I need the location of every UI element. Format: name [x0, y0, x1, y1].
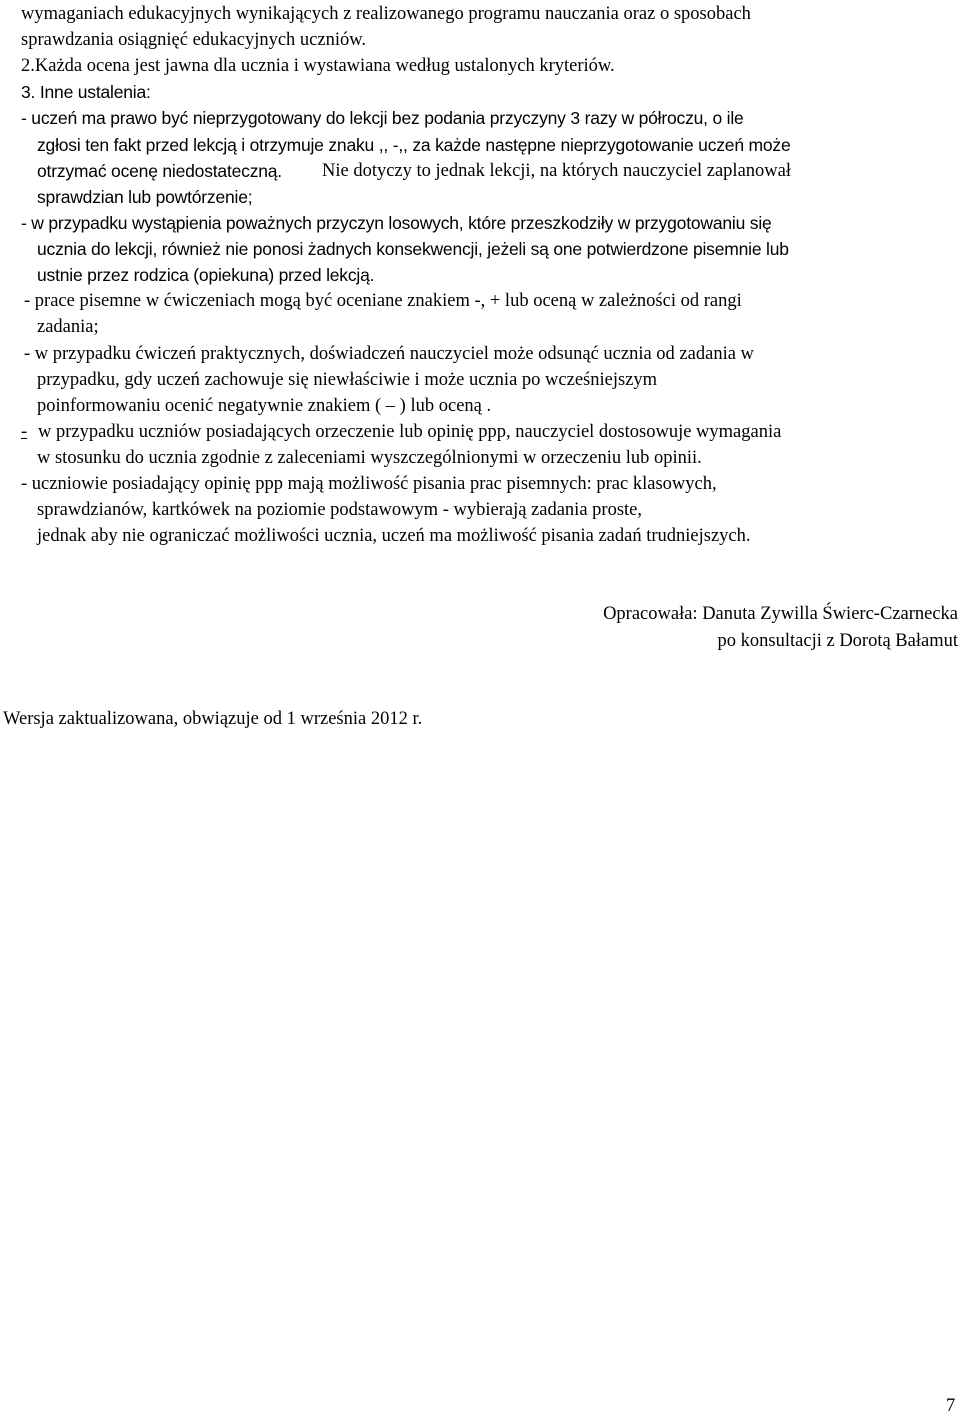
list-item: - w przypadku ćwiczeń praktycznych, doświadczeń nauczyciel może odsunąć ucznia od zadania w: [24, 344, 754, 364]
list-item: - prace pisemne w ćwiczeniach mogą być oceniane znakiem -, + lub oceną w zależności od rangi: [24, 291, 742, 311]
text-line: sprawdzania osiągnięć edukacyjnych uczniów.: [21, 30, 367, 50]
text-line: otrzymać ocenę niedostateczną.: [37, 161, 282, 181]
text-line: ucznia do lekcji, również nie ponosi żadnych konsekwencji, jeżeli są one potwierdzone pisemnie lub: [37, 239, 789, 259]
page-number: 7: [946, 1396, 956, 1416]
list-item: - uczniowie posiadający opinię ppp mają możliwość pisania prac pisemnych: prac klasowych,: [21, 474, 717, 494]
text-line: Nie dotyczy to jednak lekcji, na których nauczyciel zaplanował: [322, 161, 791, 181]
text-line: w stosunku do ucznia zgodnie z zaleceniami wyszczególnionymi w orzeczeniu lub opinii.: [37, 448, 702, 468]
text-line: ustnie przez rodzica (opiekuna) przed lekcją.: [37, 265, 375, 285]
version-note: Wersja zaktualizowana, obwiązuje od 1 września 2012 r.: [3, 709, 423, 729]
list-item: - uczeń ma prawo być nieprzygotowany do lekcji bez podania przyczyny 3 razy w półroczu, o ile: [21, 108, 744, 128]
text-line: jednak aby nie ograniczać możliwości ucznia, uczeń ma możliwość pisania zadań trudniejszych.: [37, 526, 751, 546]
list-item: w przypadku uczniów posiadających orzeczenie lub opinię ppp, nauczyciel dostosowuje wymagania: [38, 422, 782, 442]
signature-author: Opracowała: Danuta Zywilla Świerc-Czarnecka: [603, 604, 958, 624]
text-line: zgłosi ten fakt przed lekcją i otrzymuje znaku ,, -,, za każde następne nieprzygotowanie uczeń może: [37, 135, 791, 155]
text-line: przypadku, gdy uczeń zachowuje się niewłaściwie i może ucznia po wcześniejszym: [37, 370, 658, 390]
list-heading: 3. Inne ustalenia:: [21, 82, 151, 102]
text-line: wymaganiach edukacyjnych wynikających z realizowanego programu nauczania oraz o sposobach: [21, 4, 751, 24]
text-line: zadania;: [37, 317, 99, 337]
text-line: sprawdzian lub powtórzenie;: [37, 187, 253, 207]
text-line: sprawdzianów, kartkówek na poziomie podstawowym - wybierają zadania proste,: [37, 500, 642, 520]
text-line: poinformowaniu ocenić negatywnie znakiem ( – ) lub oceną .: [37, 396, 492, 416]
signature-consultation: po konsultacji z Dorotą Bałamut: [717, 631, 958, 651]
list-item: - w przypadku wystąpienia poważnych przyczyn losowych, które przeszkodziły w przygotowaniu się: [21, 213, 772, 233]
text-line: 2.Każda ocena jest jawna dla ucznia i wystawiana według ustalonych kryteriów.: [21, 56, 615, 76]
list-dash: -: [21, 422, 28, 442]
